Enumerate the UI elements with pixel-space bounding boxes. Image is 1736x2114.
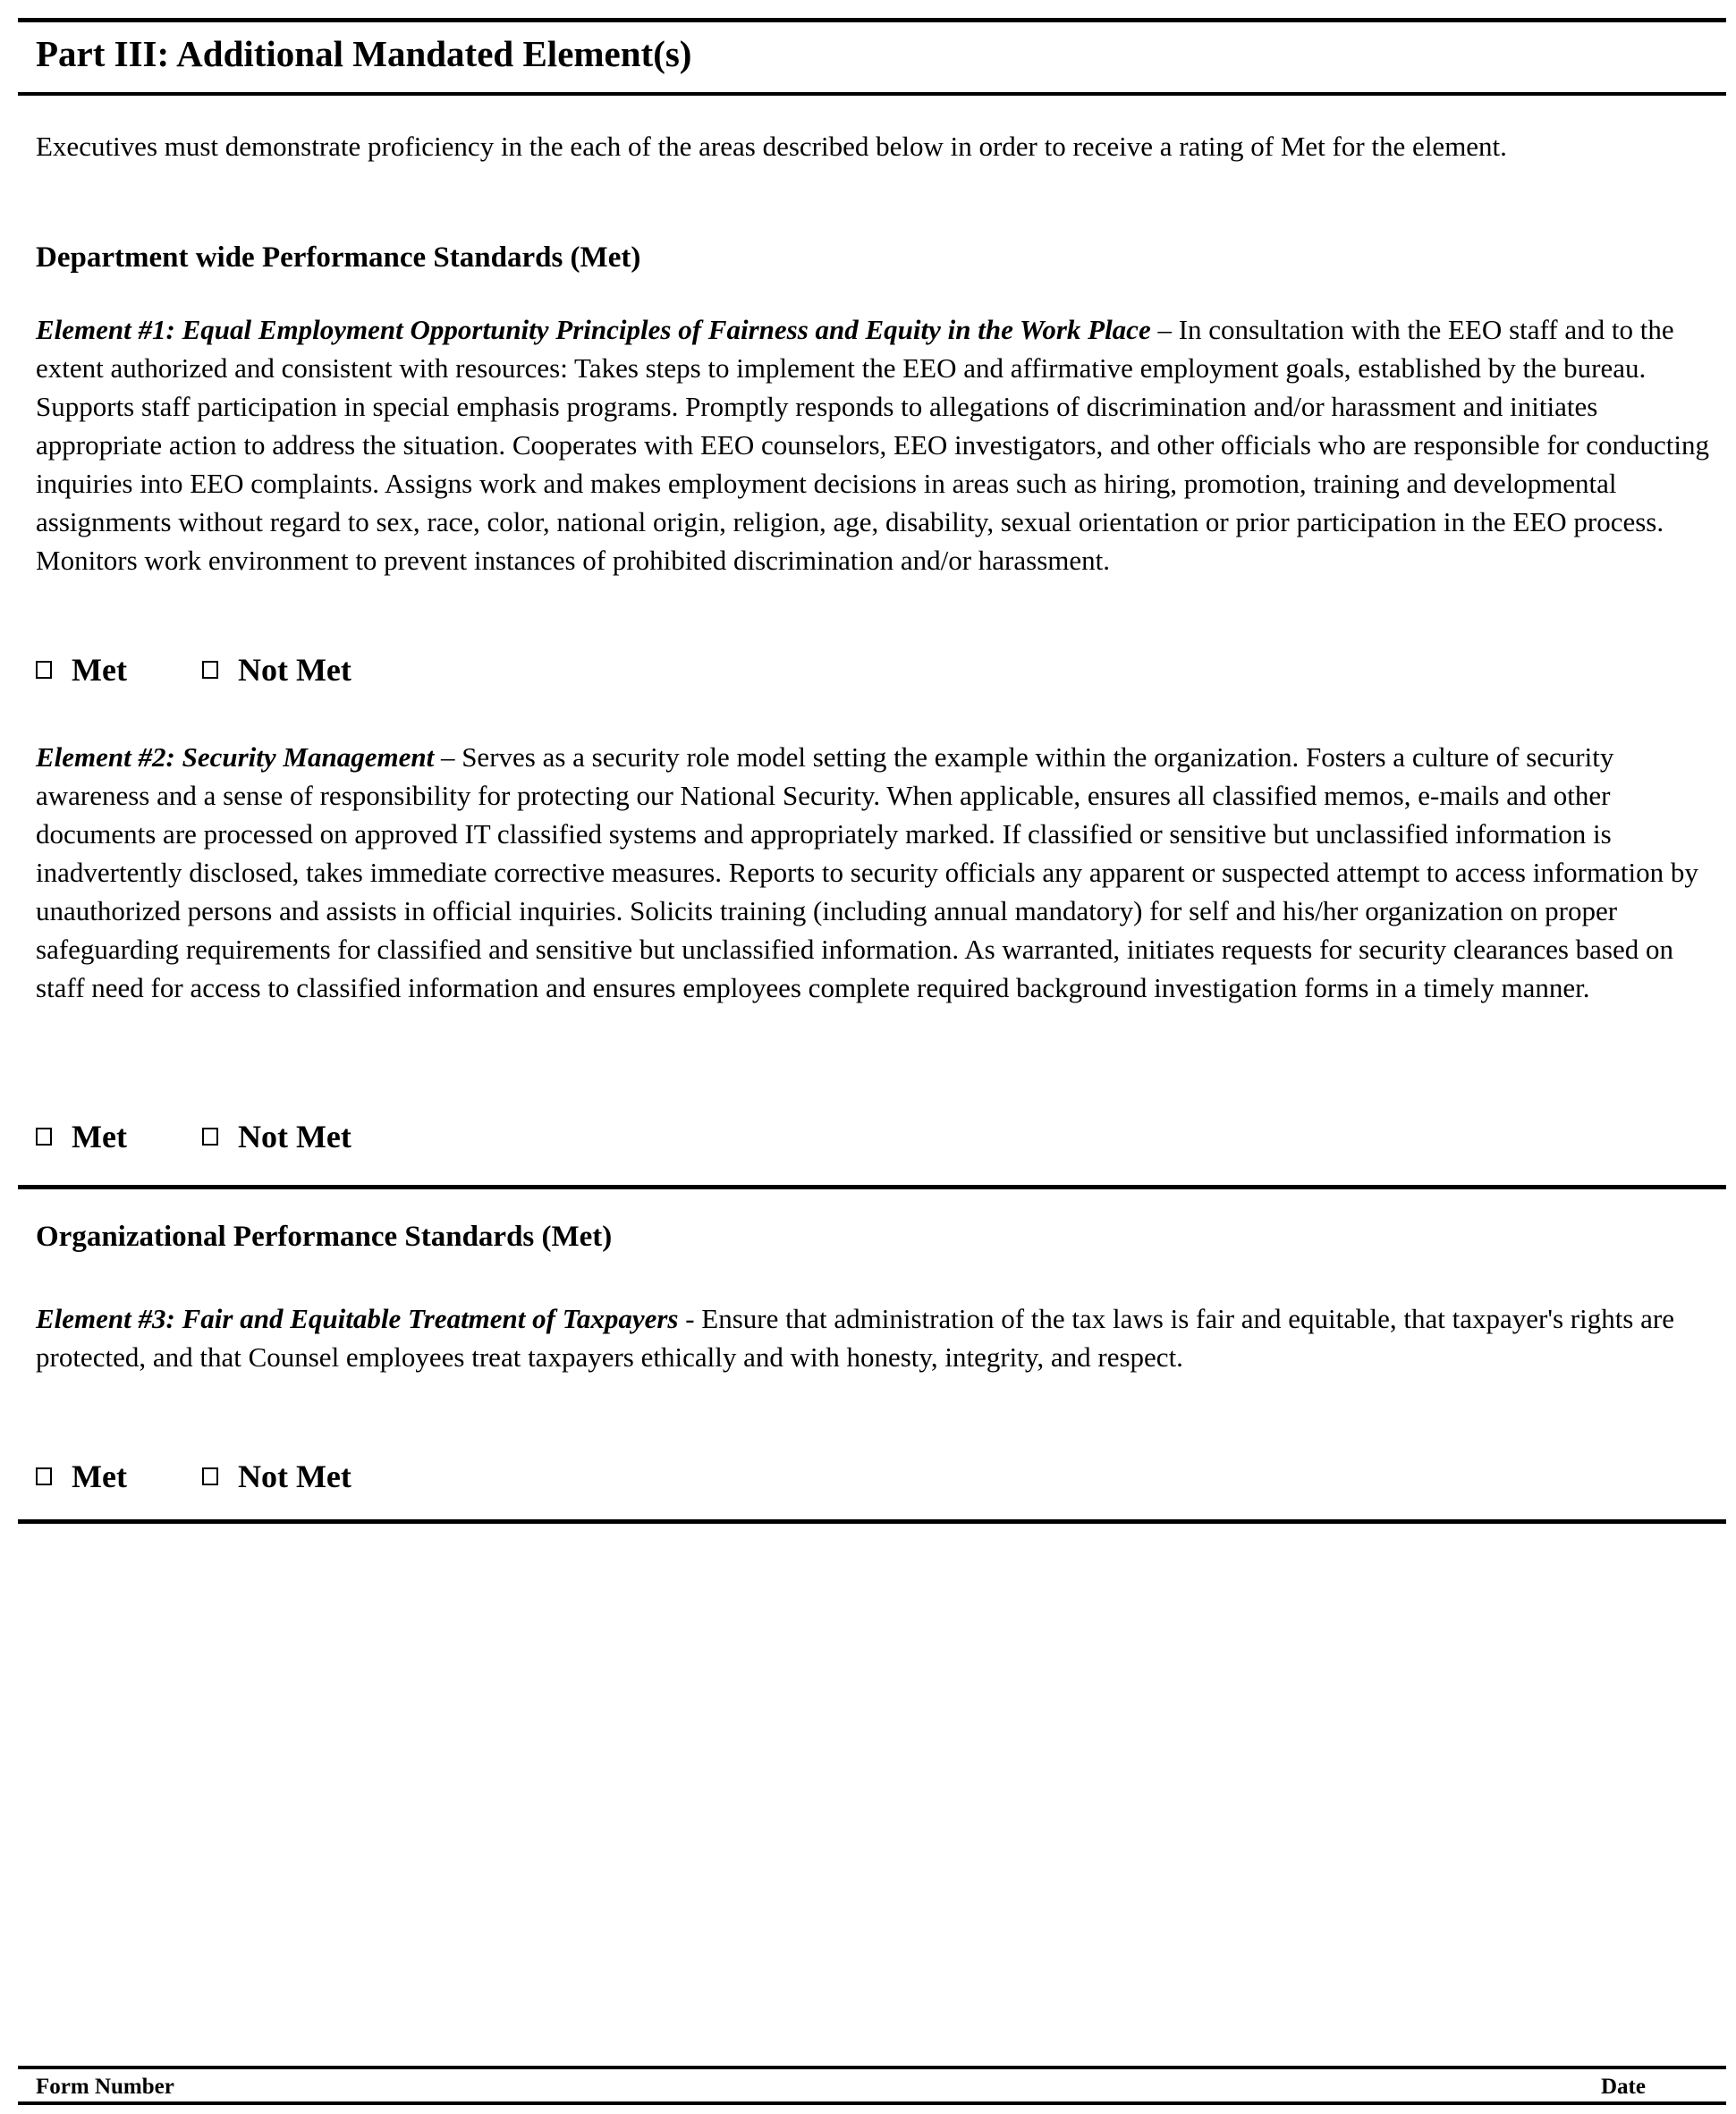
- not-met-checkbox[interactable]: [202, 661, 218, 679]
- element-1-description: In consultation with the EEO staff and to the extent authorized and consistent with resources: Takes steps to implement the EEO and affirmative employment goals, established by the bureau. Supports staff participation in special emphasis programs. Promptly responds to allegations of discrimination and/or harassment and initiates appropriate action to address the situation. Cooperates with EEO counselors, EEO investigators, and other officials who are responsible for conducting inquiries into EEO complaints. Assigns work and makes employment decisions in areas such as hiring, promotion, training and developmental assignments without regard to sex, race, color, national origin, religion, age, disability, sexual orientation or prior participation in the EEO process. Monitors work environment to prevent instances of prohibited discrimination and/or harassment.: [36, 314, 1709, 576]
- section-heading-organizational: Organizational Performance Standards (Met): [36, 1221, 613, 1253]
- element-1-rating: [36, 651, 351, 689]
- footer-bottom-rule: [18, 2101, 1726, 2105]
- title-rule: [18, 92, 1726, 96]
- met-checkbox[interactable]: [36, 1128, 52, 1146]
- met-checkbox[interactable]: [36, 1467, 52, 1485]
- met-label: Met: [72, 652, 127, 688]
- element-1-met-option[interactable]: [36, 651, 127, 689]
- not-met-checkbox[interactable]: [202, 1467, 218, 1485]
- top-rule: [18, 18, 1726, 22]
- met-label: Met: [72, 1459, 127, 1494]
- content-end-rule: [18, 1519, 1726, 1524]
- element-2: [36, 738, 1726, 1007]
- element-2-met-option[interactable]: [36, 1118, 127, 1155]
- element-2-separator: –: [434, 741, 462, 773]
- element-3-description: Ensure that administration of the tax laws is fair and equitable, that taxpayer's rights are protected, and that Counsel employees treat taxpayers ethically and with honesty, integrity, and respect.: [36, 1303, 1674, 1373]
- not-met-label: Not Met: [237, 1459, 351, 1494]
- element-2-not-met-option[interactable]: [202, 1118, 351, 1155]
- element-1-not-met-option[interactable]: [202, 651, 351, 689]
- element-3: [36, 1299, 1726, 1376]
- element-1: [36, 310, 1726, 579]
- met-label: Met: [72, 1119, 127, 1154]
- element-1-separator: –: [1150, 314, 1179, 345]
- footer-form-number: Form Number: [36, 2075, 174, 2099]
- intro-text: Executives must demonstrate proficiency in the each of the areas described below in order to receive a rating of Met for the element.: [36, 131, 1507, 162]
- element-3-met-option[interactable]: [36, 1458, 127, 1495]
- element-2-description: Serves as a security role model setting the example within the organization. Fosters a culture of security awareness and a sense of responsibility for protecting our National Security. When applicable, ensures all classified memos, e-mails and other documents are processed on approved IT classified systems and appropriately marked. If classified or sensitive but unclassified information is inadvertently disclosed, takes immediate corrective measures. Reports to security officials any apparent or suspected attempt to access information by unauthorized persons and assists in official inquiries. Solicits training (including annual mandatory) for self and his/her organization on proper safeguarding requirements for classified and sensitive but unclassified information. As warranted, initiates requests for security clearances based on staff need for access to classified information and ensures employees complete required background investigation forms in a timely manner.: [36, 741, 1698, 1003]
- met-checkbox[interactable]: [36, 661, 52, 679]
- page-title: Part III: Additional Mandated Element(s): [36, 33, 692, 74]
- element-3-not-met-option[interactable]: [202, 1458, 351, 1495]
- element-3-rating: [36, 1458, 351, 1495]
- not-met-label: Not Met: [237, 1119, 351, 1154]
- not-met-checkbox[interactable]: [202, 1128, 218, 1146]
- element-2-title: Element #2: Security Management: [36, 741, 435, 773]
- not-met-label: Not Met: [237, 652, 351, 688]
- footer-top-rule: [18, 2066, 1726, 2069]
- section-heading-department: Department wide Performance Standards (Met): [36, 241, 641, 274]
- section-divider: [18, 1185, 1726, 1189]
- element-3-separator: -: [678, 1303, 702, 1334]
- footer-date: Date: [1601, 2075, 1646, 2099]
- element-3-title: Element #3: Fair and Equitable Treatment of Taxpayers: [36, 1303, 679, 1334]
- element-1-title: Element #1: Equal Employment Opportunity Principles of Fairness and Equity in the Work Place: [36, 314, 1151, 345]
- element-2-rating: [36, 1118, 351, 1155]
